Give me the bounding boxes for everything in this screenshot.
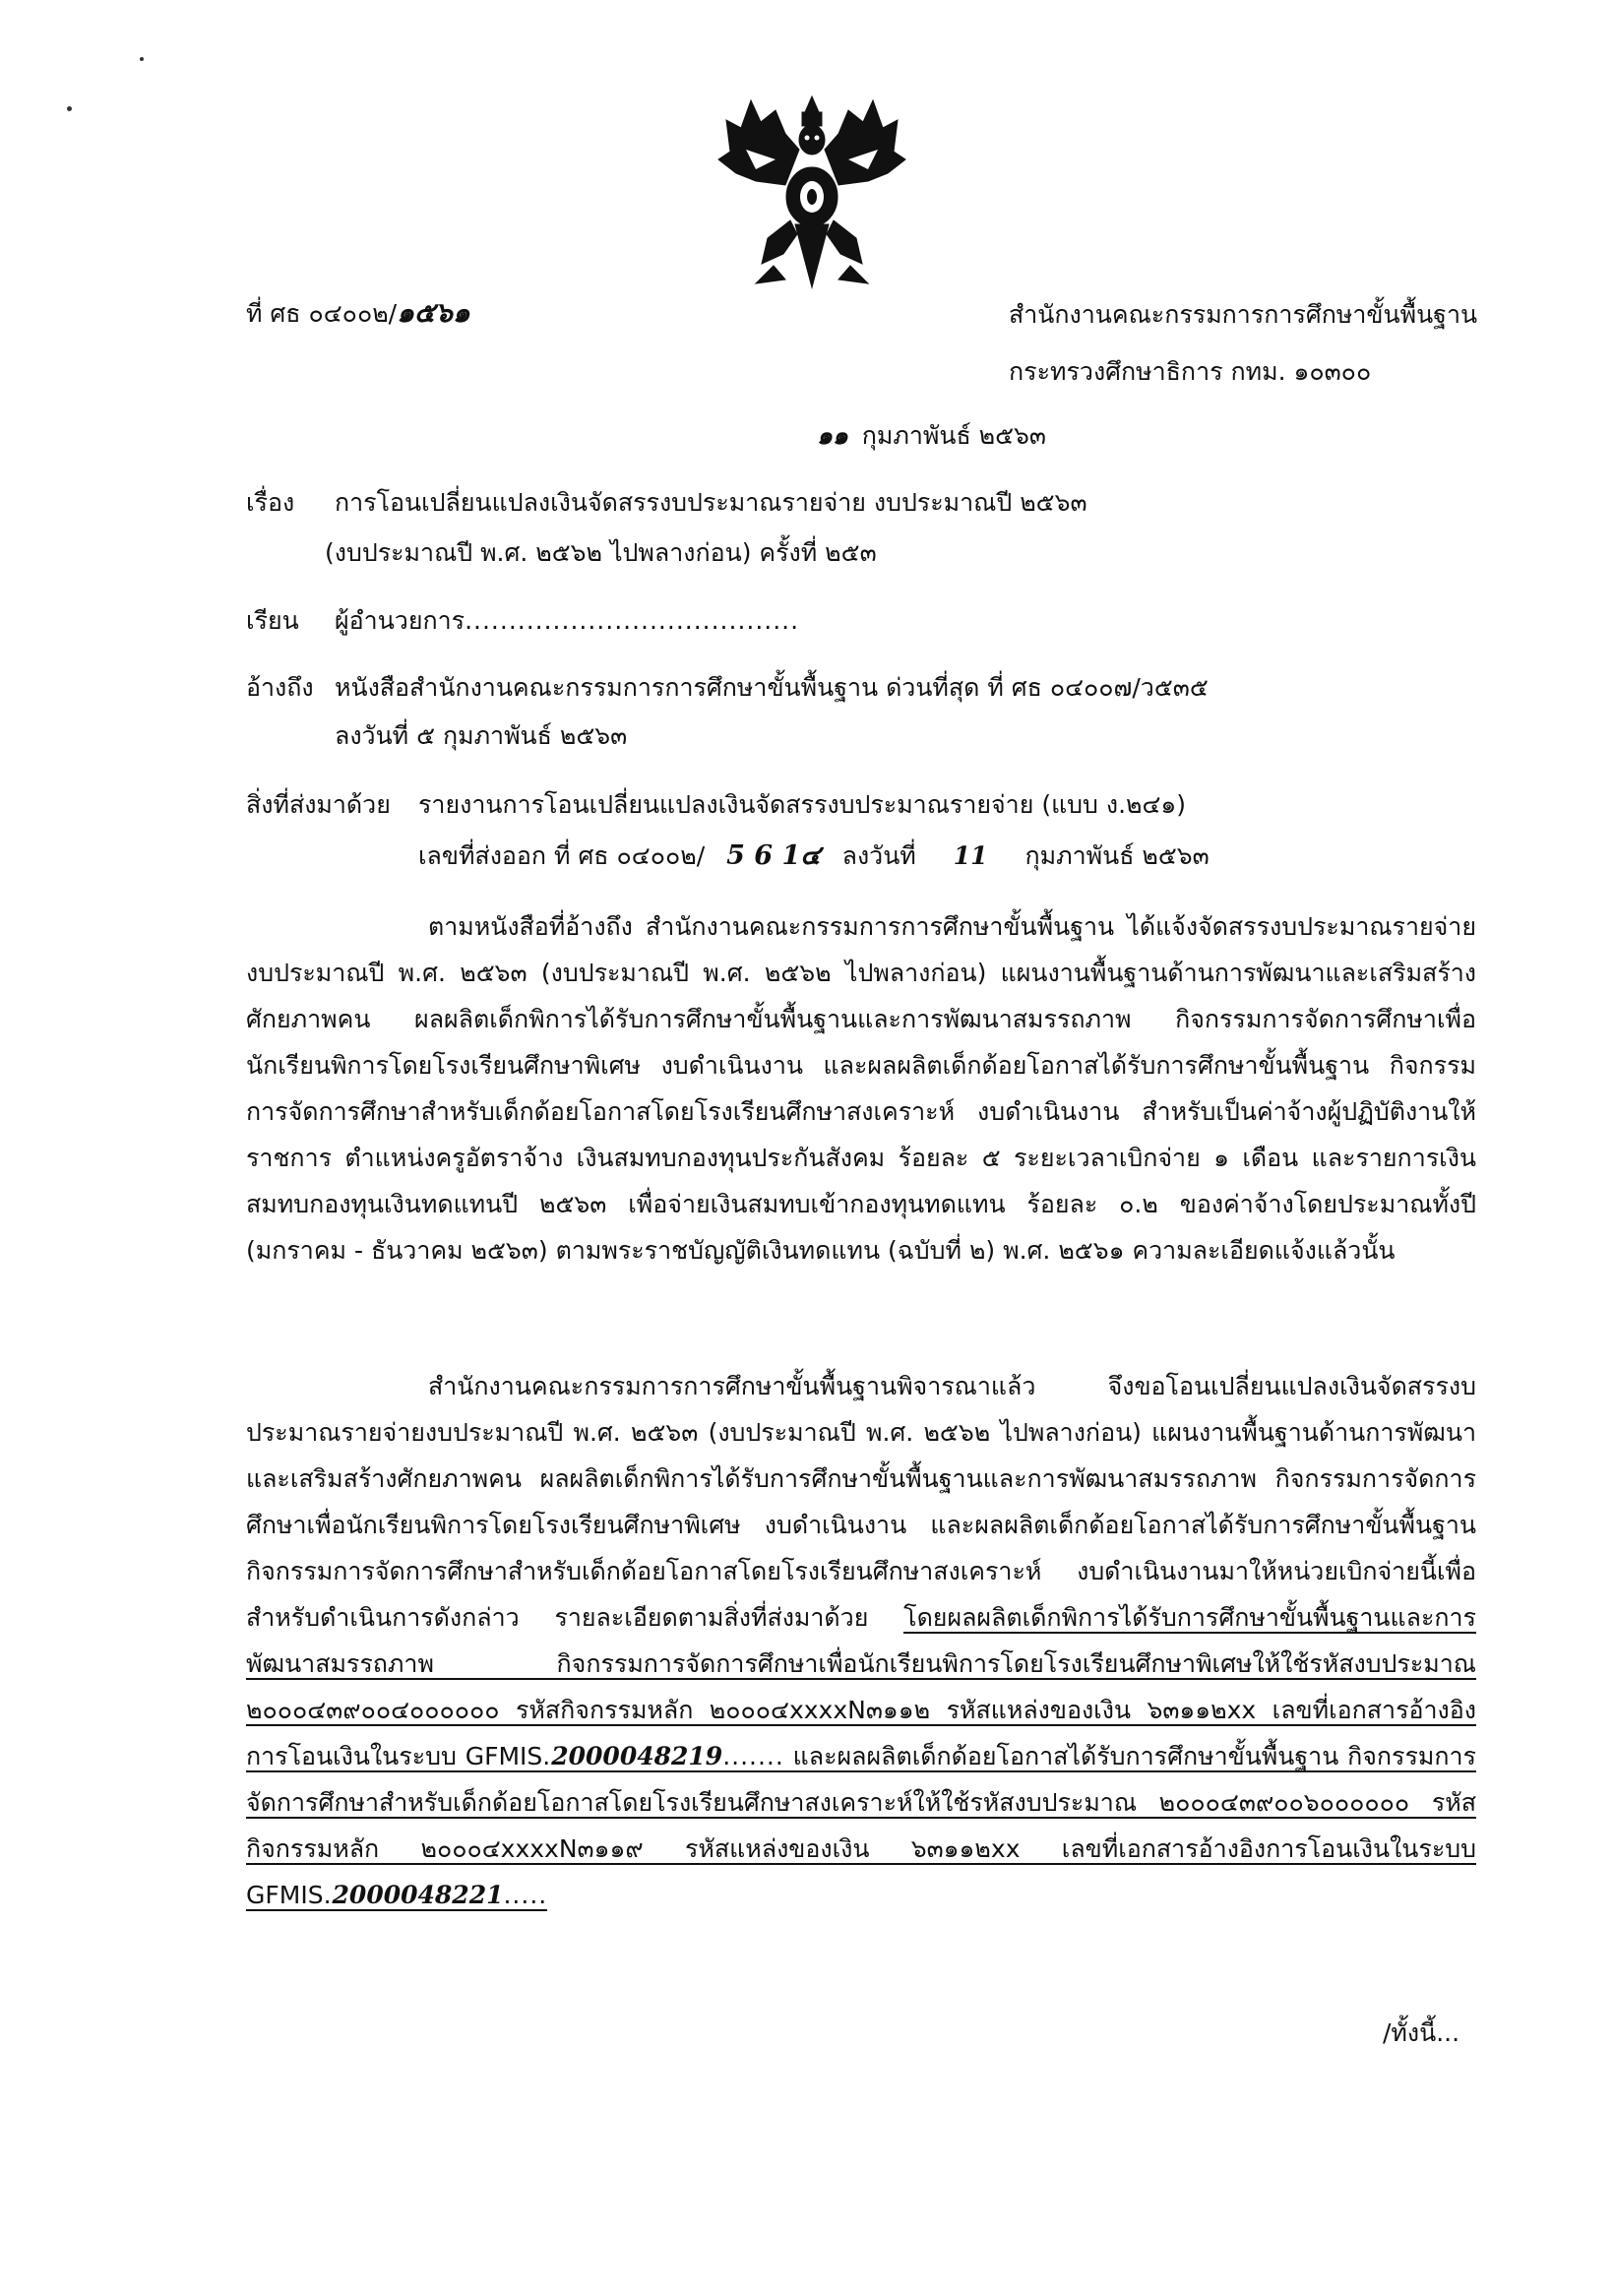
document-number-prefix: ที่ ศธ ๐๔๐๐๒/ — [246, 299, 398, 328]
letter-date — [817, 418, 1046, 454]
date-month-year: กุมภาพันธ์ ๒๕๖๓ — [861, 421, 1047, 450]
paragraph-2 — [246, 1363, 1476, 1918]
paragraph-1 — [246, 903, 1476, 1273]
reference-line-2: ลงวันที่ ๕ กุมภาพันธ์ ๒๕๖๓ — [335, 721, 628, 750]
export-date-label: ลงวันที่ — [841, 841, 916, 870]
handwritten-export-day: 11 — [953, 841, 988, 870]
gfmis-reference-a: 2000048219 — [551, 1742, 723, 1770]
subject-line-1: การโอนเปลี่ยนแปลงเงินจัดสรรงบประมาณรายจ่าย งบประมาณปี ๒๕๖๓ — [335, 488, 1087, 517]
handwritten-document-number: ๑๕๖๑ — [397, 296, 470, 329]
enclosure-line-1: รายงานการโอนเปลี่ยนแปลงเงินจัดสรรงบประมาณรายจ่าย (แบบ ง.๒๔๑) — [418, 790, 1187, 819]
recipient — [335, 603, 799, 639]
handwritten-day: ๑๑ — [817, 421, 848, 450]
recipient-title: ผู้อำนวยการ — [335, 606, 466, 635]
agency-name: สำนักงานคณะกรรมการการศึกษาขั้นพื้นฐาน — [1009, 300, 1478, 329]
gfmis-reference-b: 2000048221 — [332, 1881, 504, 1909]
subject-line-2: (งบประมาณปี พ.ศ. ๒๕๖๒ ไปพลางก่อน) ครั้งที่ ๒๕๓ — [325, 538, 877, 567]
reference-label: อ้างถึง — [246, 673, 314, 702]
recipient-label: เรียน — [246, 606, 299, 635]
scan-mark — [67, 106, 72, 111]
garuda-emblem-icon — [716, 91, 908, 292]
export-month-year: กุมภาพันธ์ ๒๕๖๓ — [1024, 841, 1210, 870]
budget-code-special-education: โดยผลผลิตเด็กพิการได้รับการศึกษาขั้นพื้นฐานและการพัฒนาสมรรถภาพ กิจกรรมการจัดการศึกษาเพื่อนักเรียนพิการโดยโรงเรียนศึกษาพิเศษให้ใช้รหัสงบประมาณ ๒๐๐๐๔๓๙๐๐๔๐๐๐๐๐๐ รหัสกิจกรรมหลัก ๒๐๐๐๔xxxxN๓๑๑๒ รหัสแหล่งของเงิน ๖๓๑๑๒xx เลขที่เอกสารอ้างอิงการโอนเงินในระบบ GFMIS — [246, 1603, 1476, 1770]
recipient-dots: ...................................... — [465, 606, 800, 635]
reference-line-1: หนังสือสำนักงานคณะกรรมการการศึกษาขั้นพื้นฐาน ด่วนที่สุด ที่ ศธ ๐๔๐๐๗/ว๕๓๕ — [335, 673, 1209, 702]
paragraph-2-text: สำนักงานคณะกรรมการการศึกษาขั้นพื้นฐานพิจารณาแล้ว จึงขอโอนเปลี่ยนแปลงเงินจัดสรรงบประมาณรายจ่ายงบประมาณปี พ.ศ. ๒๕๖๓ (งบประมาณปี พ.ศ. ๒๕๖๒ ไปพลางก่อน) แผนงานพื้นฐานด้านการพัฒนาและเสริมสร้างศักยภาพคน ผลผลิตเด็กพิการได้รับการศึกษาขั้นพื้นฐานและการพัฒนาสมรรถภาพ กิจกรรมการจัดการศึกษาเพื่อนักเรียนพิการโดยโรงเรียนศึกษาพิเศษ งบดำเนินงาน และผลผลิตเด็กด้อยโอกาสได้รับการศึกษาขั้นพื้นฐาน กิจกรรมการจัดการศึกษาสำหรับเด็กด้อยโอกาสโดยโรงเรียนศึกษาสงเคราะห์ งบดำเนินงานมาให้หน่วยเบิกจ่ายนี้เพื่อสำหรับดำเนินการดังกล่าว รายละเอียดตามสิ่งที่ส่งมาด้วย — [246, 1372, 1476, 1632]
budget-code-welfare-education: และผลผลิตเด็กด้อยโอกาสได้รับการศึกษาขั้นพื้นฐาน กิจกรรมการจัดการศึกษาสำหรับเด็กด้อยโอกาสโดยโรงเรียนศึกษาสงเคราะห์ให้ใช้รหัสงบประมาณ ๒๐๐๐๔๓๙๐๐๖๐๐๐๐๐๐ รหัสกิจกรรมหลัก ๒๐๐๐๔xxxxN๓๑๑๙ รหัสแหล่งของเงิน ๖๓๑๑๒xx เลขที่เอกสารอ้างอิงการโอนเงินในระบบ GFMIS — [246, 1742, 1476, 1909]
export-number-prefix: เลขที่ส่งออก ที่ ศธ ๐๔๐๐๒/ — [418, 841, 706, 870]
scan-mark — [140, 57, 144, 61]
paragraph-1-text: ตามหนังสือที่อ้างถึง สำนักงานคณะกรรมการการศึกษาขั้นพื้นฐาน ได้แจ้งจัดสรรงบประมาณรายจ่ายงบประมาณปี พ.ศ. ๒๕๖๓ (งบประมาณปี พ.ศ. ๒๕๖๒ ไปพลางก่อน) แผนงานพื้นฐานด้านการพัฒนาและเสริมสร้างศักยภาพคน ผลผลิตเด็กพิการได้รับการศึกษาขั้นพื้นฐานและการพัฒนาสมรรถภาพ กิจกรรมการจัดการศึกษาเพื่อนักเรียนพิการโดยโรงเรียนศึกษาพิเศษ งบดำเนินงาน และผลผลิตเด็กด้อยโอกาสได้รับการศึกษาขั้นพื้นฐาน กิจกรรมการจัดการศึกษาสำหรับเด็กด้อยโอกาสโดยโรงเรียนศึกษาสงเคราะห์ งบดำเนินงาน สำหรับเป็นค่าจ้างผู้ปฏิบัติงานให้ราชการ ตำแหน่งครูอัตราจ้าง เงินสมทบกองทุนประกันสังคม ร้อยละ ๕ ระยะเวลาเบิกจ่าย ๑ เดือน และรายการเงินสมทบกองทุนเงินทดแทนปี ๒๕๖๓ เพื่อจ่ายเงินสมทบเข้ากองทุนทดแทน ร้อยละ ๐.๒ ของค่าจ้างโดยประมาณทั้งปี (มกราคม - ธันวาคม ๒๕๖๓) ตามพระราชบัญญัติเงินทดแทน (ฉบับที่ ๒) พ.ศ. ๒๕๖๑ ความละเอียดแจ้งแล้วนั้น — [246, 912, 1476, 1265]
gfmis-dots: . — [323, 1881, 333, 1909]
continuation-marker: /ทั้งนี้... — [1383, 2018, 1460, 2047]
document-number — [246, 295, 470, 332]
enclosure-label: สิ่งที่ส่งมาด้วย — [246, 790, 391, 819]
agency-address: กระทรวงศึกษาธิการ กทม. ๑๐๓๐๐ — [1009, 357, 1372, 386]
gfmis-dots: . — [542, 1742, 552, 1770]
handwritten-export-number: 5 6 1๔ — [726, 840, 821, 871]
gfmis-dots: ..... — [503, 1881, 548, 1909]
subject-label: เรื่อง — [246, 488, 295, 517]
gfmis-dots: ....... — [722, 1742, 784, 1770]
enclosure-line-2 — [418, 838, 1210, 874]
